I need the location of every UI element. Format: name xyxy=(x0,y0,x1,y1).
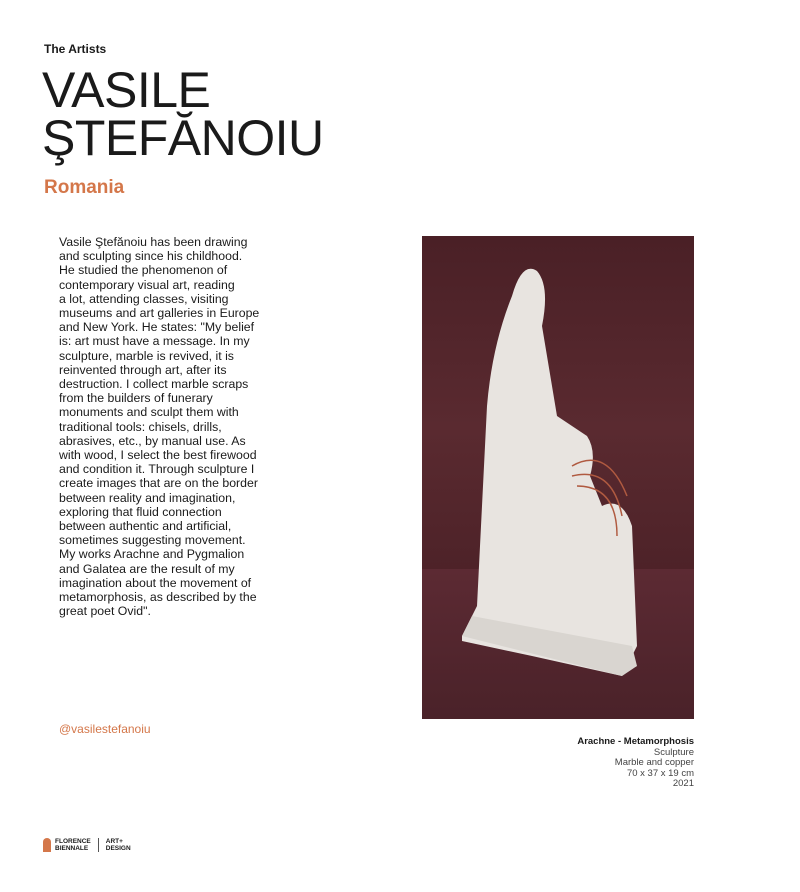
social-handle-link[interactable]: @vasilestefanoiu xyxy=(59,722,151,736)
bio-line: museums and art galleries in Europe xyxy=(59,306,260,321)
bio-line: between reality and imagination, xyxy=(59,490,236,505)
logo-divider xyxy=(98,838,99,852)
bio-line: monuments and sculpt them with xyxy=(59,405,239,420)
logo-mark-icon xyxy=(43,838,51,852)
bio-line: with wood, I select the best firewood xyxy=(59,448,257,463)
bio-line: reinvented through art, after its xyxy=(59,362,227,377)
artist-name-line: ŞTEFĂNOIU xyxy=(42,110,324,166)
bio-line: and condition it. Through sculpture I xyxy=(59,462,255,477)
bio-line: a lot, attending classes, visiting xyxy=(59,291,229,306)
sculpture-image xyxy=(422,236,694,719)
artist-country: Romania xyxy=(44,177,125,198)
bio-line: create images that are on the border xyxy=(59,476,258,491)
bio-line: abrasives, etc., by manual use. As xyxy=(59,433,246,448)
bio-line: sometimes suggesting movement. xyxy=(59,533,246,548)
artist-name xyxy=(42,62,324,166)
bio-line: traditional tools: chisels, drills, xyxy=(59,419,222,434)
bio-line: My works Arachne and Pygmalion xyxy=(59,547,245,562)
artwork-title: Arachne - Metamorphosis xyxy=(577,736,694,747)
logo-text: DESIGN xyxy=(105,845,131,852)
bio-line: contemporary visual art, reading xyxy=(59,277,235,292)
bio-line: destruction. I collect marble scraps xyxy=(59,377,249,392)
artwork-year: 2021 xyxy=(672,778,694,789)
bio-line: and sculpting since his childhood. xyxy=(59,249,243,264)
bio-line: imagination about the movement of xyxy=(59,575,252,590)
bio-line: He studied the phenomenon of xyxy=(59,263,228,278)
artwork-type: Sculpture xyxy=(653,746,694,758)
logo-text: ART+ xyxy=(105,838,123,845)
florence-biennale-logo xyxy=(43,838,131,852)
artwork-dimensions: 70 x 37 x 19 cm xyxy=(626,767,694,779)
bio-line: metamorphosis, as described by the xyxy=(59,590,257,605)
bio-line: between authentic and artificial, xyxy=(59,519,232,534)
bio-line: is: art must have a message. In my xyxy=(59,334,250,349)
artist-biography xyxy=(59,235,299,618)
logo-text: BIENNALE xyxy=(55,845,89,852)
artwork-medium: Marble and copper xyxy=(614,757,694,768)
logo-text: FLORENCE xyxy=(55,838,91,845)
bio-line: and Galatea are the result of my xyxy=(59,561,235,576)
section-label: The Artists xyxy=(44,42,107,56)
bio-line: from the builders of funerary xyxy=(59,391,213,406)
artwork-caption xyxy=(577,737,694,790)
artwork-photo xyxy=(422,236,694,719)
artist-name-line: VASILE xyxy=(42,62,211,118)
bio-line: great poet Ovid". xyxy=(59,604,151,619)
bio-line: sculpture, marble is revived, it is xyxy=(59,348,234,363)
bio-line: and New York. He states: "My belief xyxy=(59,320,255,335)
bio-line: Vasile Ştefănoiu has been drawing xyxy=(59,235,248,249)
bio-line: exploring that fluid connection xyxy=(59,504,222,519)
